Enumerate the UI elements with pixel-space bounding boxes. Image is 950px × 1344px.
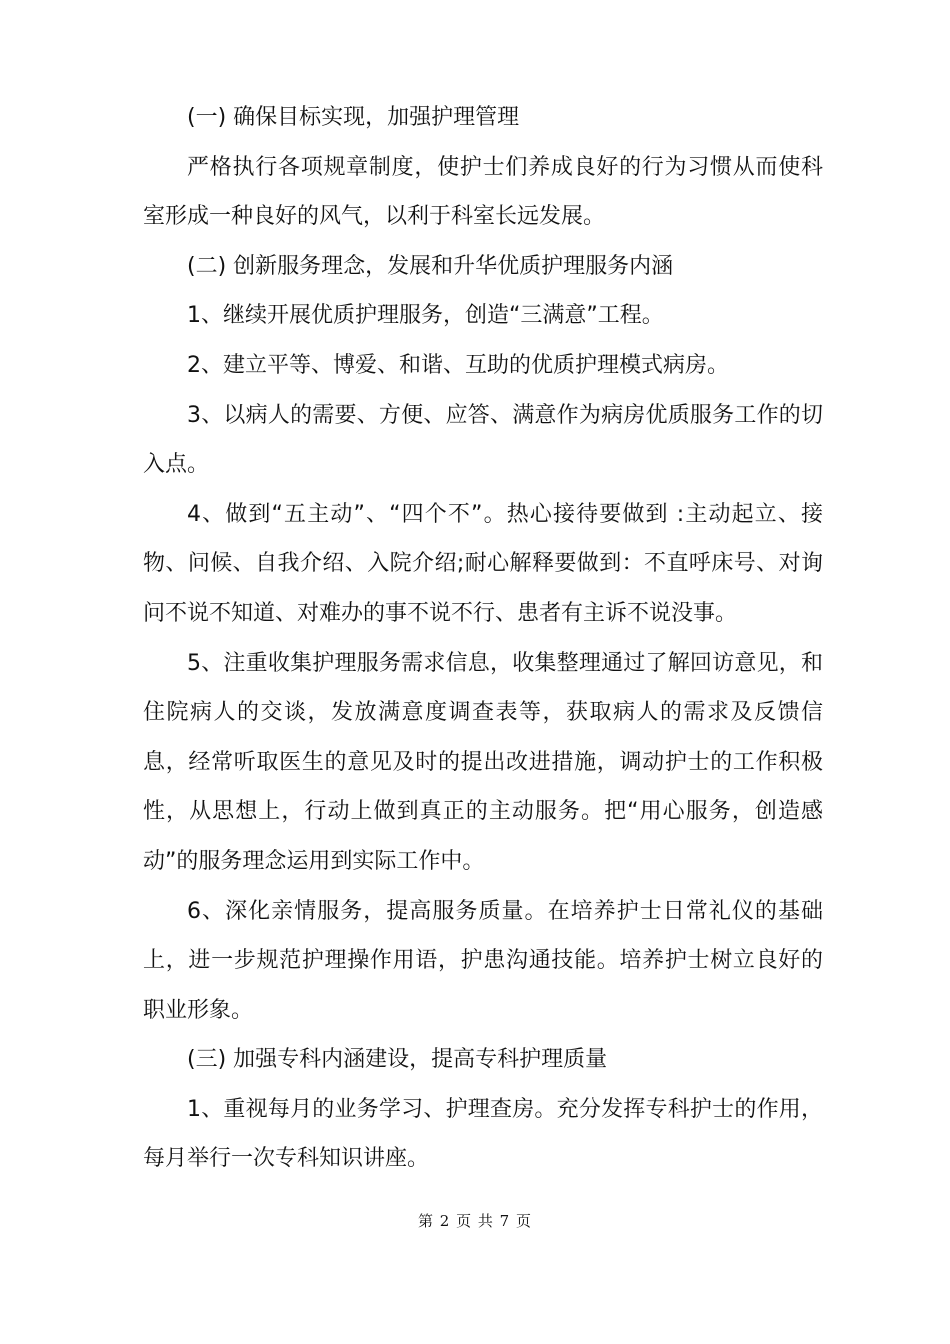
section-heading-3: (三) 加强专科内涵建设，提高专科护理质量 bbox=[187, 1047, 608, 1073]
section-heading-2: (二) 创新服务理念，发展和升华优质护理服务内涵 bbox=[187, 253, 674, 279]
list-item: 1、重视每月的业务学习、护理查房。充分发挥专科护士的作用，每月举行一次专科知识讲座。 bbox=[143, 1096, 823, 1172]
list-item: 6、深化亲情服务，提高服务质量。在培养护士日常礼仪的基础上，进一步规范护理操作用语，护患沟通技能。培养护士树立良好的职业形象。 bbox=[143, 898, 823, 1023]
document-body bbox=[143, 93, 823, 1184]
list-item: 5、注重收集护理服务需求信息，收集整理通过了解回访意见，和住院病人的交谈，发放满意度调查表等，获取病人的需求及反馈信息，经常听取医生的意见及时的提出改进措施，调动护士的工作积极性，从思想上，行动上做到真正的主动服务。把“用心服务，创造感动”的服务理念运用到实际工作中。 bbox=[143, 650, 823, 874]
paragraph: 严格执行各项规章制度，使护士们养成良好的行为习惯从而使科室形成一种良好的风气，以利于科室长远发展。 bbox=[143, 154, 823, 230]
list-item: 4、做到“五主动”、“四个不”。热心接待要做到 :主动起立、接物、问候、自我介绍、入院介绍;耐心解释要做到：不直呼床号、对询问不说不知道、对难办的事不说不行、患者有主诉不说没事。 bbox=[143, 501, 823, 626]
page-footer: 第 2 页 共 7 页 bbox=[418, 1212, 532, 1230]
list-item: 2、建立平等、博爱、和谐、互助的优质护理模式病房。 bbox=[187, 352, 729, 378]
list-item: 1、继续开展优质护理服务，创造“三满意”工程。 bbox=[187, 303, 664, 329]
section-heading-1: (一) 确保目标实现，加强护理管理 bbox=[187, 105, 520, 130]
list-item: 3、以病人的需要、方便、应答、满意作为病房优质服务工作的切入点。 bbox=[143, 402, 823, 478]
